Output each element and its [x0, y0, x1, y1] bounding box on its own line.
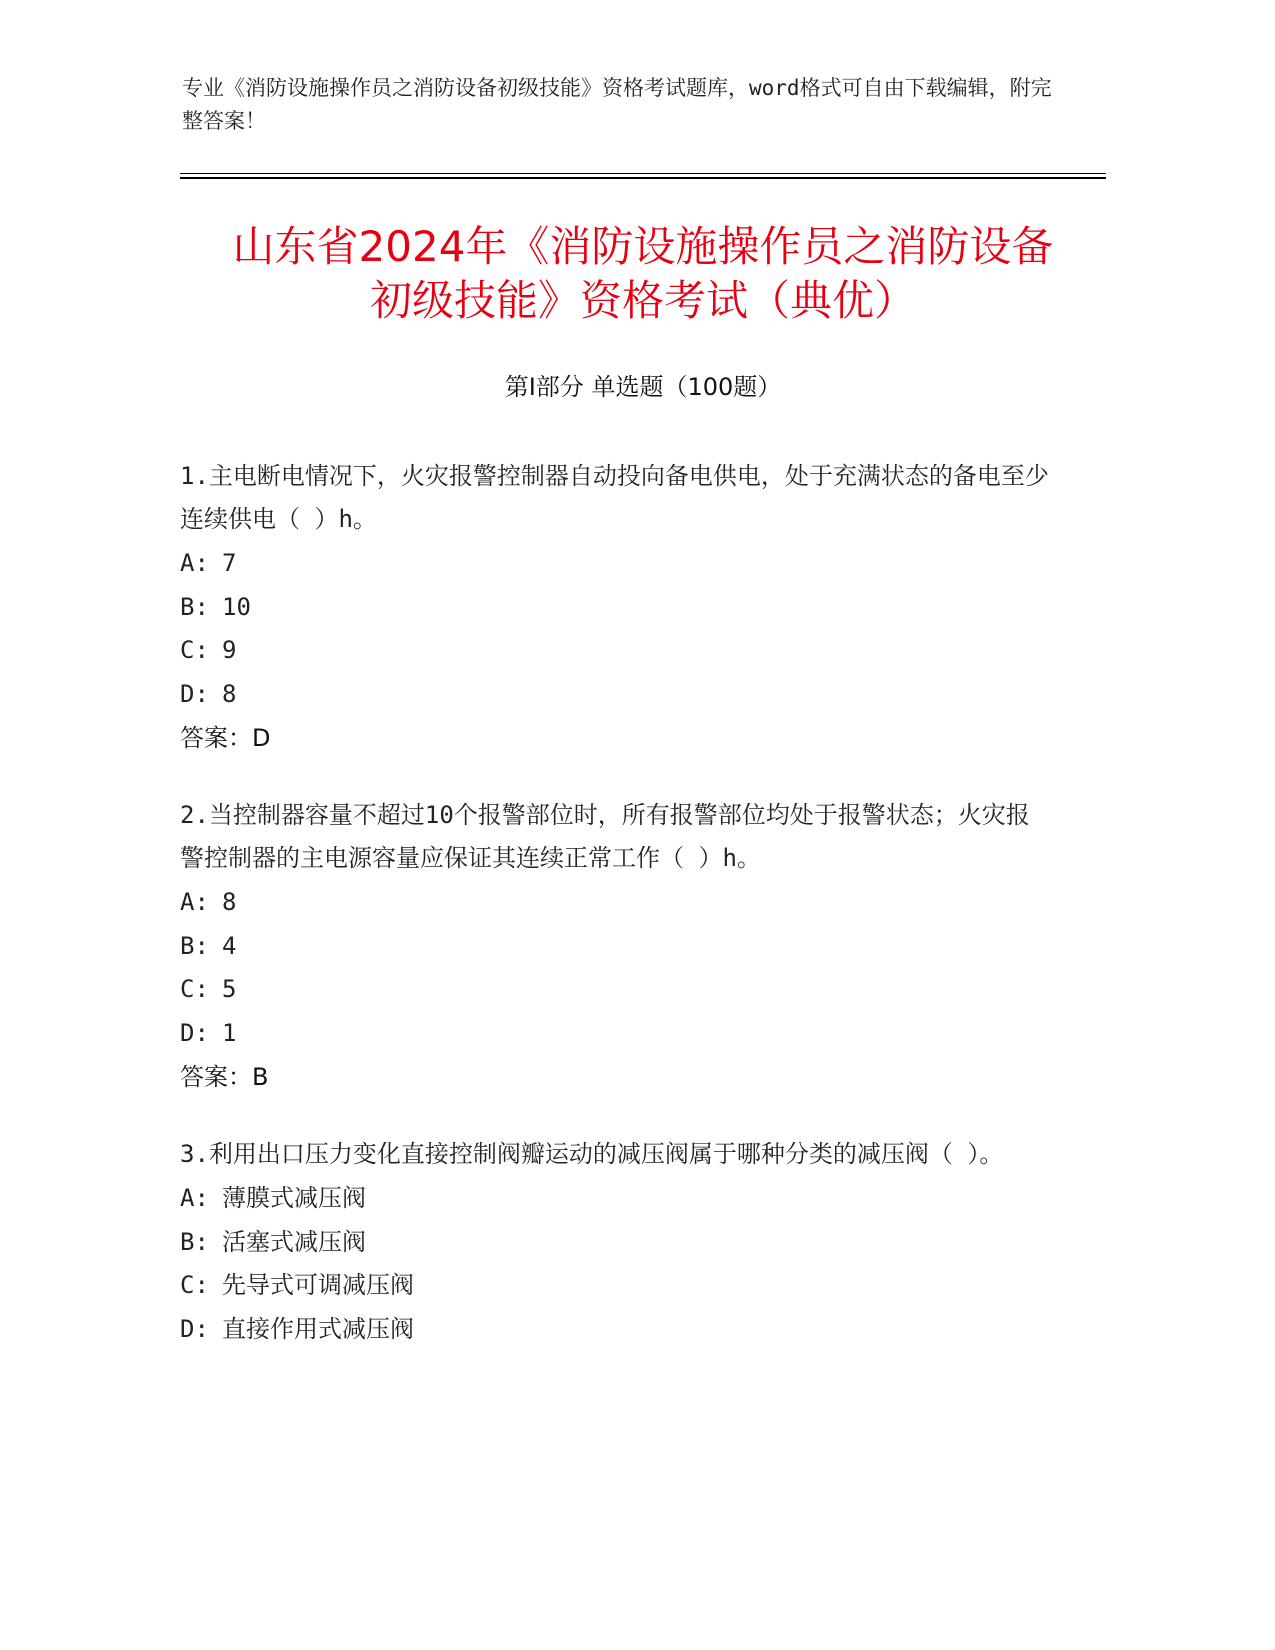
option-d — [180, 1012, 1050, 1056]
option-text: 8 — [222, 888, 237, 916]
option-letter: C: — [180, 1271, 209, 1299]
header-divider-thick — [180, 177, 1106, 179]
question-3 — [180, 1133, 1050, 1351]
document-title-line-1: 山东省2024年《消防设施操作员之消防设备 — [232, 222, 1054, 271]
option-text: 8 — [222, 679, 237, 708]
answer: 答案：B — [180, 1063, 269, 1091]
option-a — [180, 1177, 1050, 1221]
header-divider-thin — [180, 173, 1106, 174]
option-text: 先导式可调减压阀 — [222, 1271, 414, 1299]
option-text: 直接作用式减压阀 — [222, 1314, 414, 1343]
document-title-line-2: 初级技能》资格考试（典优） — [369, 276, 916, 325]
option-letter: A: — [180, 1184, 209, 1212]
question-stem: 1.主电断电情况下，火灾报警控制器自动投向备电供电，处于充满状态的备电至少连续供电（ ）h。 — [180, 462, 1049, 533]
option-letter: C: — [180, 636, 209, 664]
question-stem: 2.当控制器容量不超过10个报警部位时，所有报警部位均处于报警状态；火灾报警控制器的主电源容量应保证其连续正常工作（ ）h。 — [180, 801, 1030, 872]
document-title — [180, 220, 1106, 328]
section-title: 第Ⅰ部分 单选题（100题） — [504, 373, 782, 401]
option-c — [180, 968, 1050, 1012]
option-letter: D: — [180, 1018, 209, 1047]
answer: 答案：D — [180, 724, 271, 752]
option-a — [180, 881, 1050, 925]
option-text: 活塞式减压阀 — [222, 1227, 366, 1256]
question-list — [180, 455, 1050, 1385]
option-letter: A: — [180, 549, 209, 577]
option-text: 1 — [222, 1018, 237, 1047]
option-b — [180, 925, 1050, 969]
option-letter: D: — [180, 1314, 209, 1343]
option-text: 7 — [222, 549, 237, 577]
option-b — [180, 586, 1050, 630]
option-text: 5 — [222, 975, 237, 1003]
option-a — [180, 542, 1050, 586]
option-d — [180, 673, 1050, 717]
option-c — [180, 1264, 1050, 1308]
option-letter: A: — [180, 888, 209, 916]
question-stem: 3.利用出口压力变化直接控制阀瓣运动的减压阀属于哪种分类的减压阀（ ）。 — [180, 1140, 1004, 1168]
option-text: 薄膜式减压阀 — [222, 1184, 366, 1212]
option-letter: C: — [180, 975, 209, 1003]
header-note: 专业《消防设施操作员之消防设备初级技能》资格考试题库，word格式可自由下载编辑，附完整答案！ — [182, 76, 1052, 133]
question-2 — [180, 794, 1050, 1099]
option-letter: B: — [180, 1227, 209, 1256]
option-text: 4 — [222, 931, 237, 960]
option-text: 9 — [222, 636, 237, 664]
option-b — [180, 1221, 1050, 1265]
option-letter: B: — [180, 592, 209, 621]
option-text: 10 — [222, 592, 251, 621]
option-letter: D: — [180, 679, 209, 708]
option-d — [180, 1308, 1050, 1352]
option-letter: B: — [180, 931, 209, 960]
question-1 — [180, 455, 1050, 760]
option-c — [180, 629, 1050, 673]
